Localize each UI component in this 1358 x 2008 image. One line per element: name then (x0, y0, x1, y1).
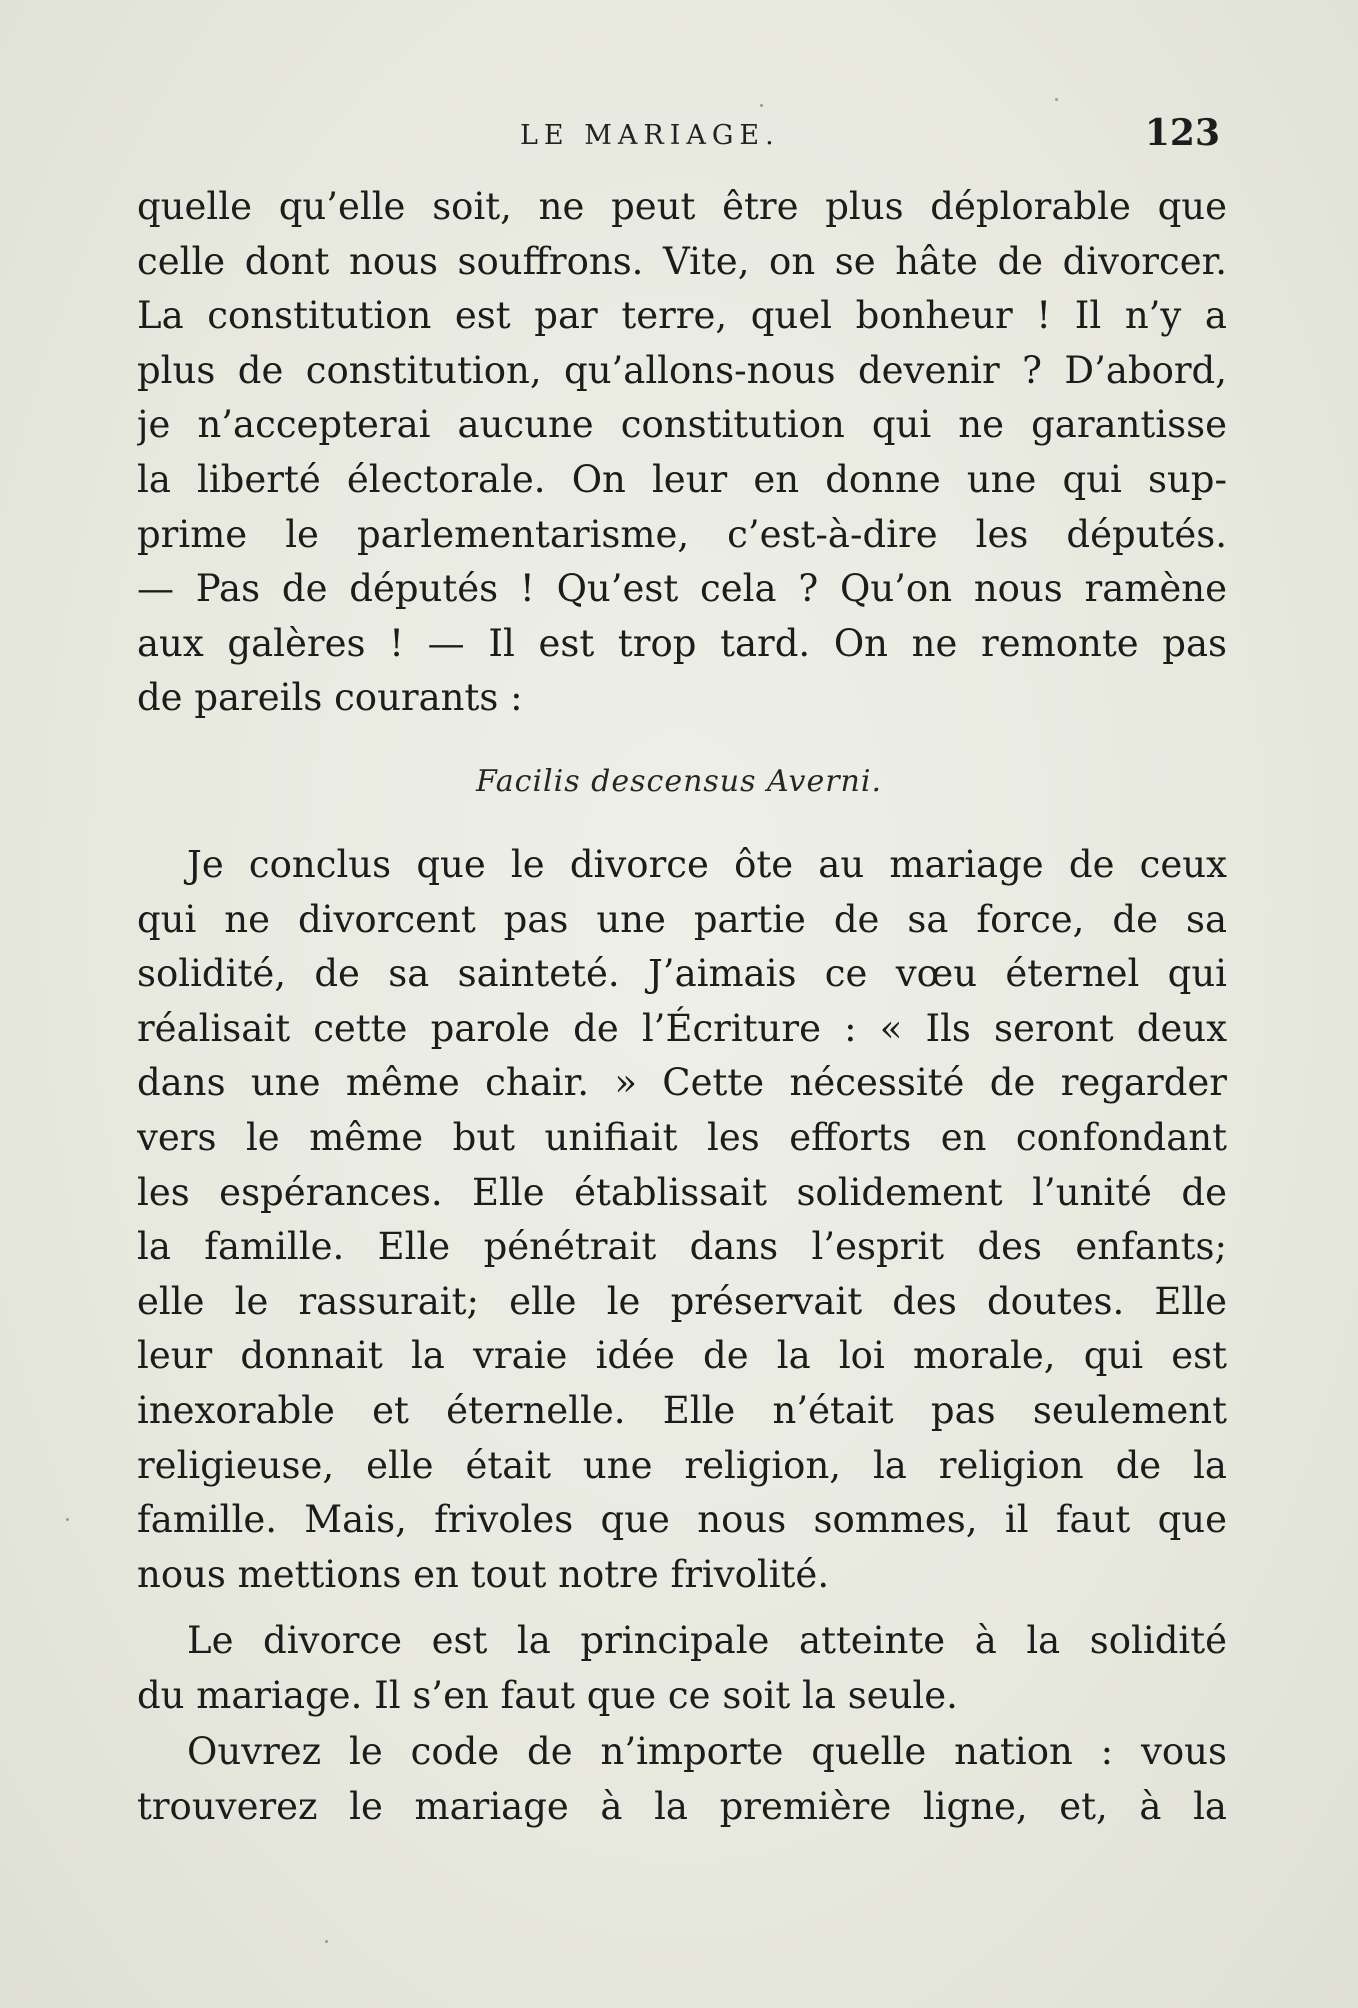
text-line: trouverez le mariage à la première ligne, et, à la (137, 1784, 1227, 1828)
text-line: prime le parlementarisme, c’est-à-dire les députés. (137, 512, 1227, 556)
text-line: je n’accepterai aucune constitution qui ne garantisse (137, 403, 1227, 447)
text-line: aux galères ! — Il est trop tard. On ne remonte pas (137, 621, 1227, 665)
text-line: Ouvrez le code de n’importe quelle nation : vous (187, 1730, 1227, 1773)
paper-speck (1055, 98, 1058, 101)
text-line: elle le rassurait; elle le préservait des doutes. Elle (137, 1279, 1227, 1323)
text-line: solidité, de sa sainteté. J’aimais ce vœu éternel qui (137, 952, 1227, 996)
text-line: qui ne divorcent pas une partie de sa force, de sa (137, 897, 1227, 941)
text-line: la liberté électorale. On leur en donne une qui sup- (137, 457, 1227, 501)
text-line: inexorable et éternelle. Elle n’était pas seulement (137, 1388, 1227, 1432)
text-line: nous mettions en tout notre frivolité. (137, 1552, 830, 1596)
paragraph-continuation (137, 180, 1227, 726)
page-number: 123 (1144, 112, 1220, 154)
text-line: du mariage. Il s’en faut que ce soit la seule. (137, 1673, 958, 1717)
paper-speck (760, 104, 763, 107)
running-header (140, 112, 1220, 162)
text-line: La constitution est par terre, quel bonheur ! Il n’y a (137, 294, 1227, 338)
latin-quotation: Facilis descensus Averni. (475, 764, 882, 799)
paragraph-principal-attack (137, 1614, 1227, 1723)
paragraph-open-the-code (137, 1725, 1227, 1834)
text-line: famille. Mais, frivoles que nous sommes, il faut que (137, 1498, 1227, 1542)
text-line: religieuse, elle était une religion, la religion de la (137, 1443, 1227, 1487)
text-line: celle dont nous souffrons. Vite, on se hâte de divorcer. (137, 239, 1227, 283)
text-line: leur donnait la vraie idée de la loi morale, qui est (137, 1334, 1227, 1378)
text-line: Je conclus que le divorce ôte au mariage de ceux (187, 843, 1227, 886)
text-line: de pareils courants : (137, 676, 523, 720)
text-line: dans une même chair. » Cette nécessité de regarder (137, 1061, 1227, 1105)
text-line: les espérances. Elle établissait solidement l’unité de (137, 1170, 1227, 1214)
text-line: réalisait cette parole de l’Écriture : « Ils seront deux (137, 1006, 1227, 1050)
text-line: la famille. Elle pénétrait dans l’esprit des enfants; (137, 1225, 1227, 1269)
text-line: plus de constitution, qu’allons-nous devenir ? D’abord, (137, 348, 1227, 392)
paragraph-divorce-conclusion (137, 838, 1227, 1602)
text-line: quelle qu’elle soit, ne peut être plus déplorable que (137, 185, 1227, 228)
running-title: LE MARIAGE. (520, 120, 780, 151)
text-line: Le divorce est la principale atteinte à la solidité (187, 1619, 1227, 1662)
text-line: — Pas de députés ! Qu’est cela ? Qu’on nous ramène (137, 567, 1227, 611)
paper-speck (66, 1518, 69, 1521)
paper-speck (325, 1940, 328, 1943)
text-line: vers le même but unifiait les efforts en confondant (137, 1115, 1227, 1159)
